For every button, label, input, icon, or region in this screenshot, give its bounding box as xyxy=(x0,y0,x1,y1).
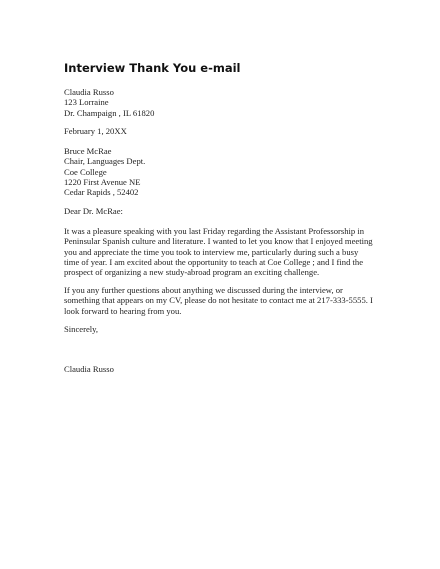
signature-name: Claudia Russo xyxy=(64,364,114,374)
salutation-text: Dear Dr. McRae: xyxy=(64,206,123,216)
recipient-address xyxy=(64,146,384,197)
signature xyxy=(64,364,384,374)
body-paragraph-1 xyxy=(64,226,384,277)
sender-address xyxy=(64,87,384,118)
paragraph-line: If you any further questions about anything we discussed during the interview, or xyxy=(64,285,343,295)
recipient-city: Cedar Rapids , 52402 xyxy=(64,187,139,198)
paragraph-line: It was a pleasure speaking with you last Friday regarding the Assistant Professorship in xyxy=(64,226,365,236)
paragraph-line: Peninsular Spanish culture and literature. I wanted to let you know that I enjoyed meeting xyxy=(64,236,373,247)
paragraph-line: prospect of organizing a new study-abroad program an exciting challenge. xyxy=(64,267,320,278)
salutation xyxy=(64,206,384,216)
recipient-title: Chair, Languages Dept. xyxy=(64,156,146,167)
recipient-street: 1220 First Avenue NE xyxy=(64,176,141,187)
closing xyxy=(64,324,384,334)
document-title: Interview Thank You e-mail xyxy=(64,61,241,75)
sender-name: Claudia Russo xyxy=(64,87,114,97)
sender-address-line-1: 123 Lorraine xyxy=(64,97,109,108)
date-text: February 1, 20XX xyxy=(64,126,127,136)
paragraph-line: something that appears on my CV, please do not hesitate to contact me at 217-333-5555. I xyxy=(64,295,373,306)
recipient-organization: Coe College xyxy=(64,166,107,177)
paragraph-line: time of year. I am excited about the opportunity to teach at Coe College ; and I find the xyxy=(64,256,364,267)
sender-address-line-2: Dr. Champaign , IL 61820 xyxy=(64,107,155,118)
recipient-name: Bruce McRae xyxy=(64,146,112,156)
letter-date xyxy=(64,126,384,136)
paragraph-line: you and appreciate the time you took to interview me, particularly during such a busy xyxy=(64,246,359,257)
closing-text: Sincerely, xyxy=(64,324,99,334)
body-paragraph-2 xyxy=(64,285,384,316)
paragraph-line: look forward to hearing from you. xyxy=(64,305,182,316)
